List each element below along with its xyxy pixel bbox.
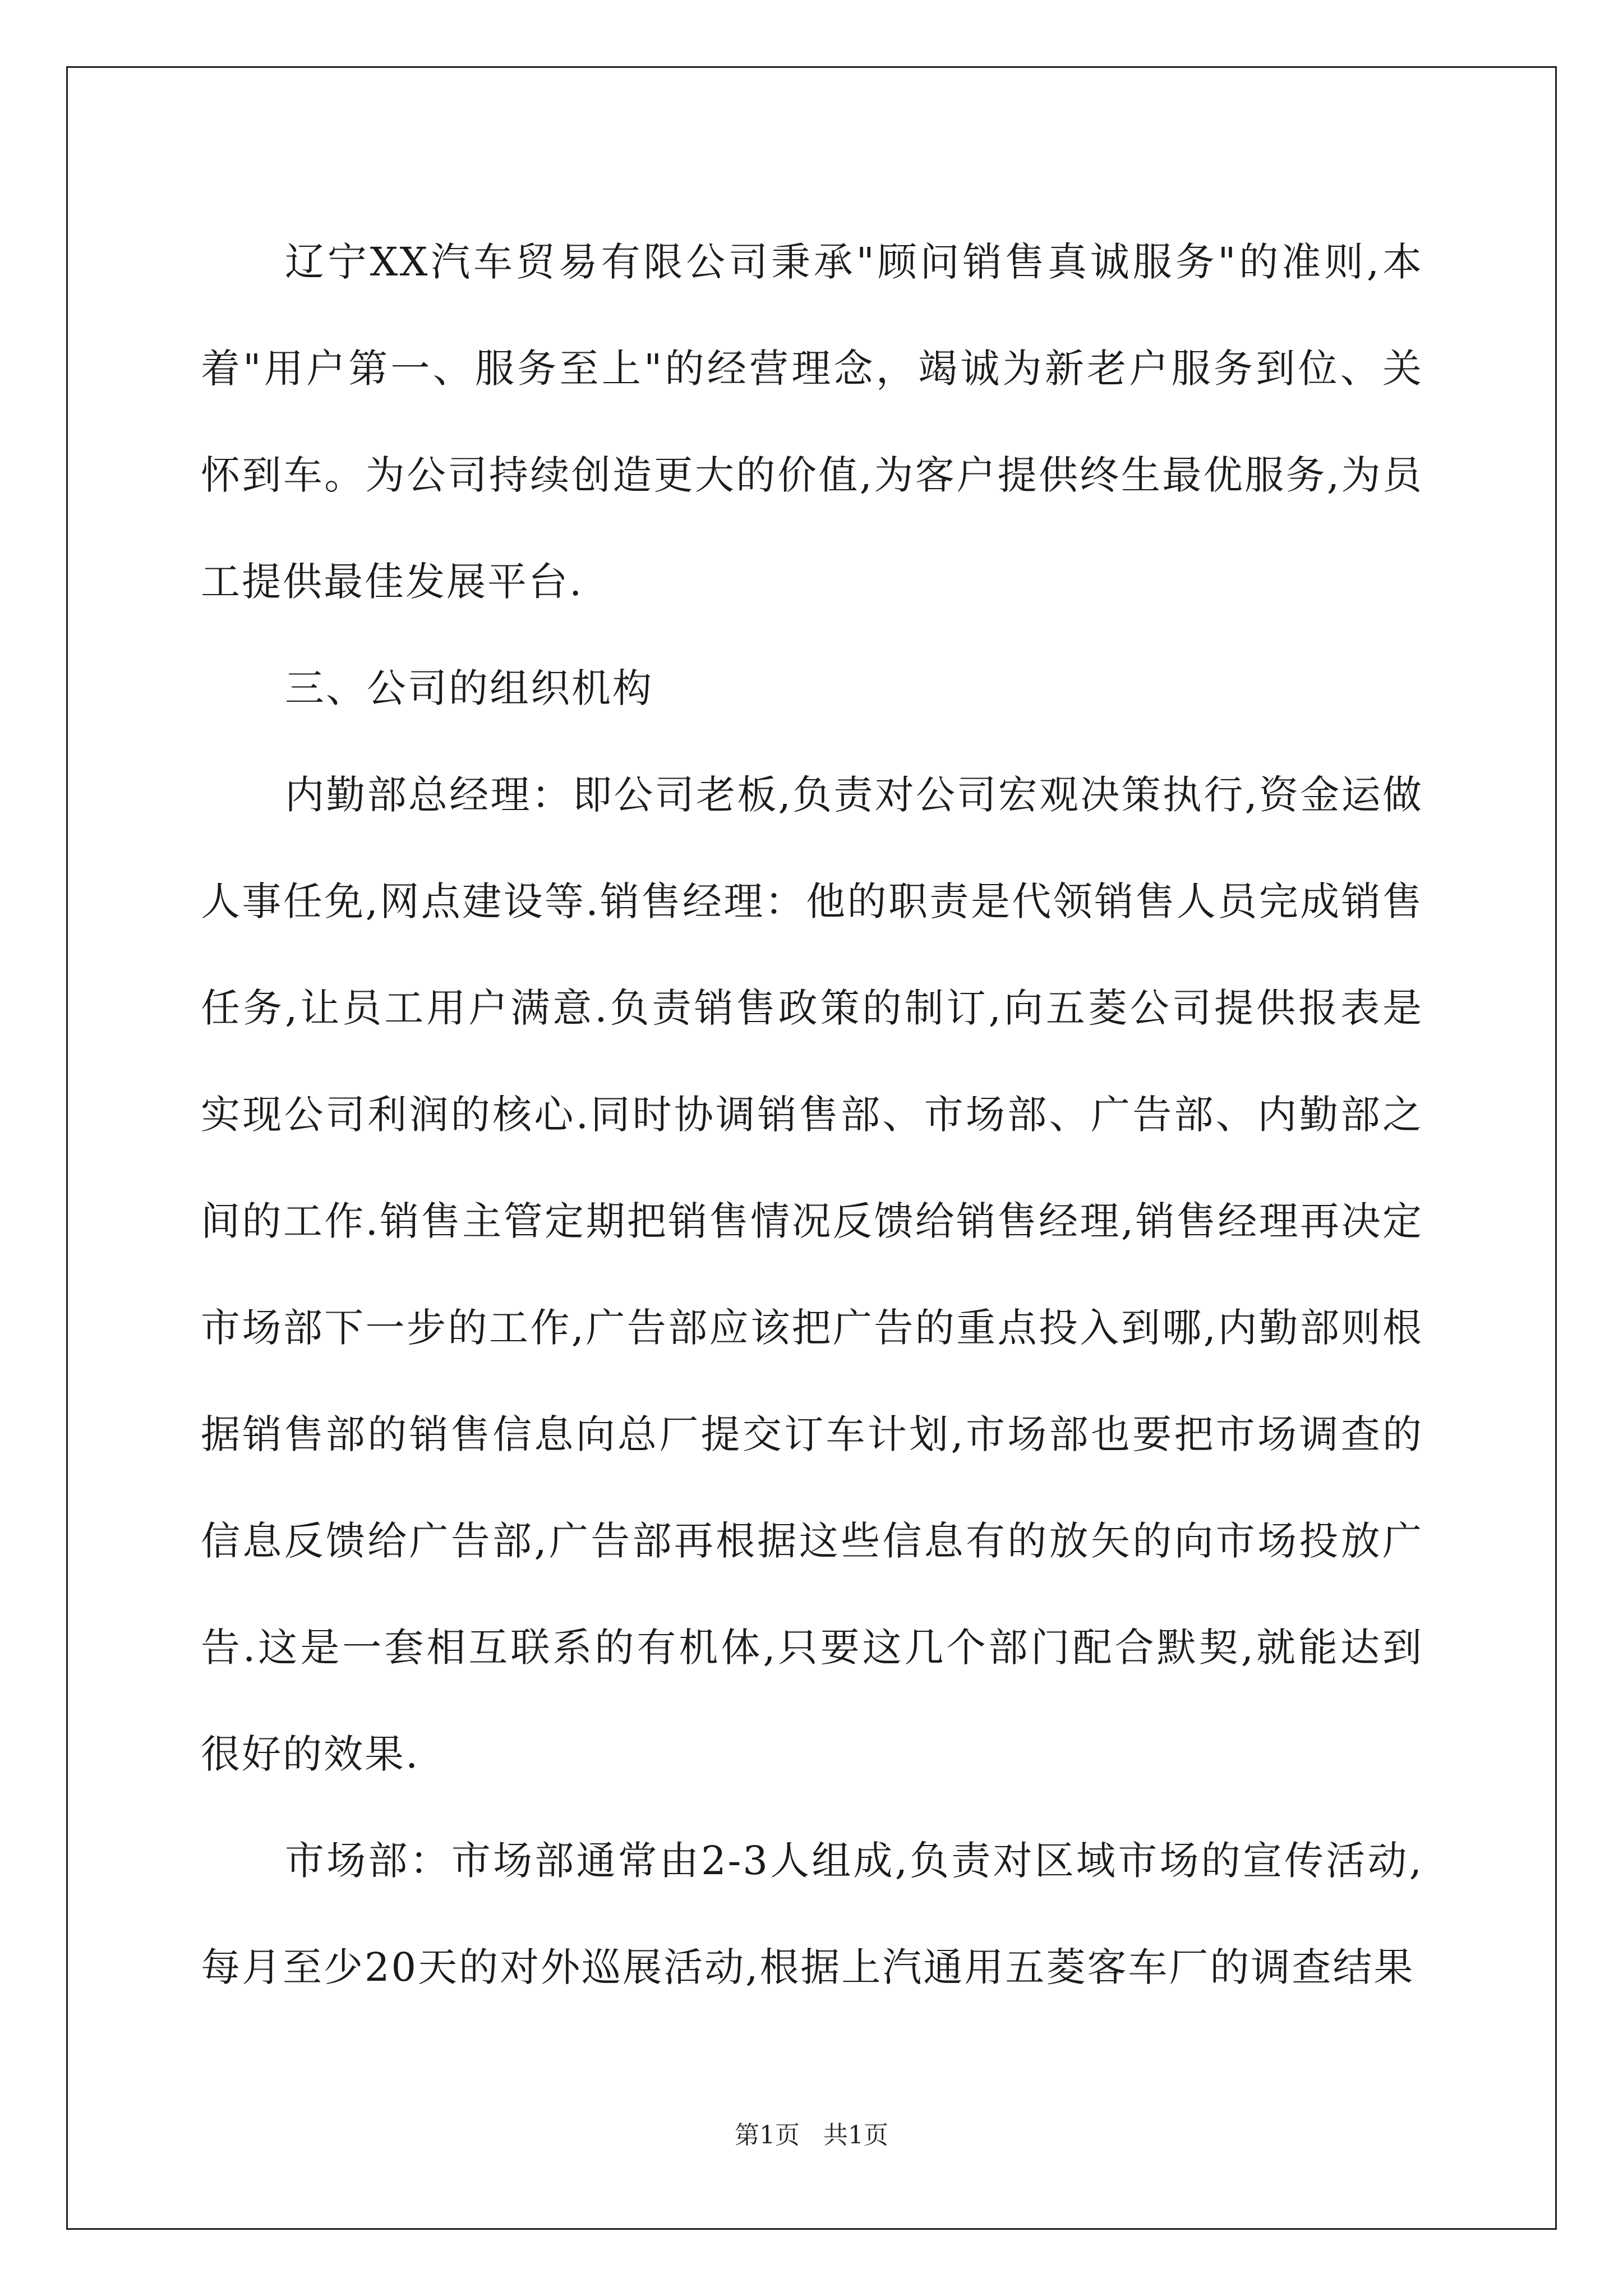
page-footer [0, 2115, 1623, 2151]
paragraph-marketing-department: 市场部：市场部通常由2-3人组成,负责对区域市场的宣传活动,每月至少20天的对外巡展活动,根据上汽通用五菱客车厂的调查结果 [201, 1838, 1423, 1990]
section-heading-organization: 三、公司的组织机构 [285, 665, 653, 711]
document-body [201, 209, 1423, 2021]
page-total: 共1页 [823, 2121, 888, 2150]
paragraph-organization-roles: 内勤部总经理：即公司老板,负责对公司宏观决策执行,资金运做人事任免,网点建设等.销售经理：他的职责是代领销售人员完成销售任务,让员工用户满意.负责销售政策的制订,向五菱公司提供报表是实现公司利润的核心.同时协调销售部、市场部、广告部、内勤部之间的工作.销售主管定期把销售情况反馈给销售经理,销售经理再决定市场部下一步的工作,广告部应该把广告的重点投入到哪,内勤部则根据销售部的销售信息向总厂提交订车计划,市场部也要把市场调查的信息反馈给广告部,广告部再根据这些信息有的放矢的向市场投放广告.这是一套相互联系的有机体,只要这几个部门配合默契,就能达到很好的效果. [201, 772, 1423, 1777]
page-number: 第1页 [735, 2121, 800, 2150]
paragraph-company-philosophy: 辽宁XX汽车贸易有限公司秉承"顾问销售真诚服务"的准则,本着"用户第一、服务至上"的经营理念，竭诚为新老户服务到位、关怀到车。为公司持续创造更大的价值,为客户提供终生最优服务,为员工提供最佳发展平台. [201, 239, 1424, 605]
